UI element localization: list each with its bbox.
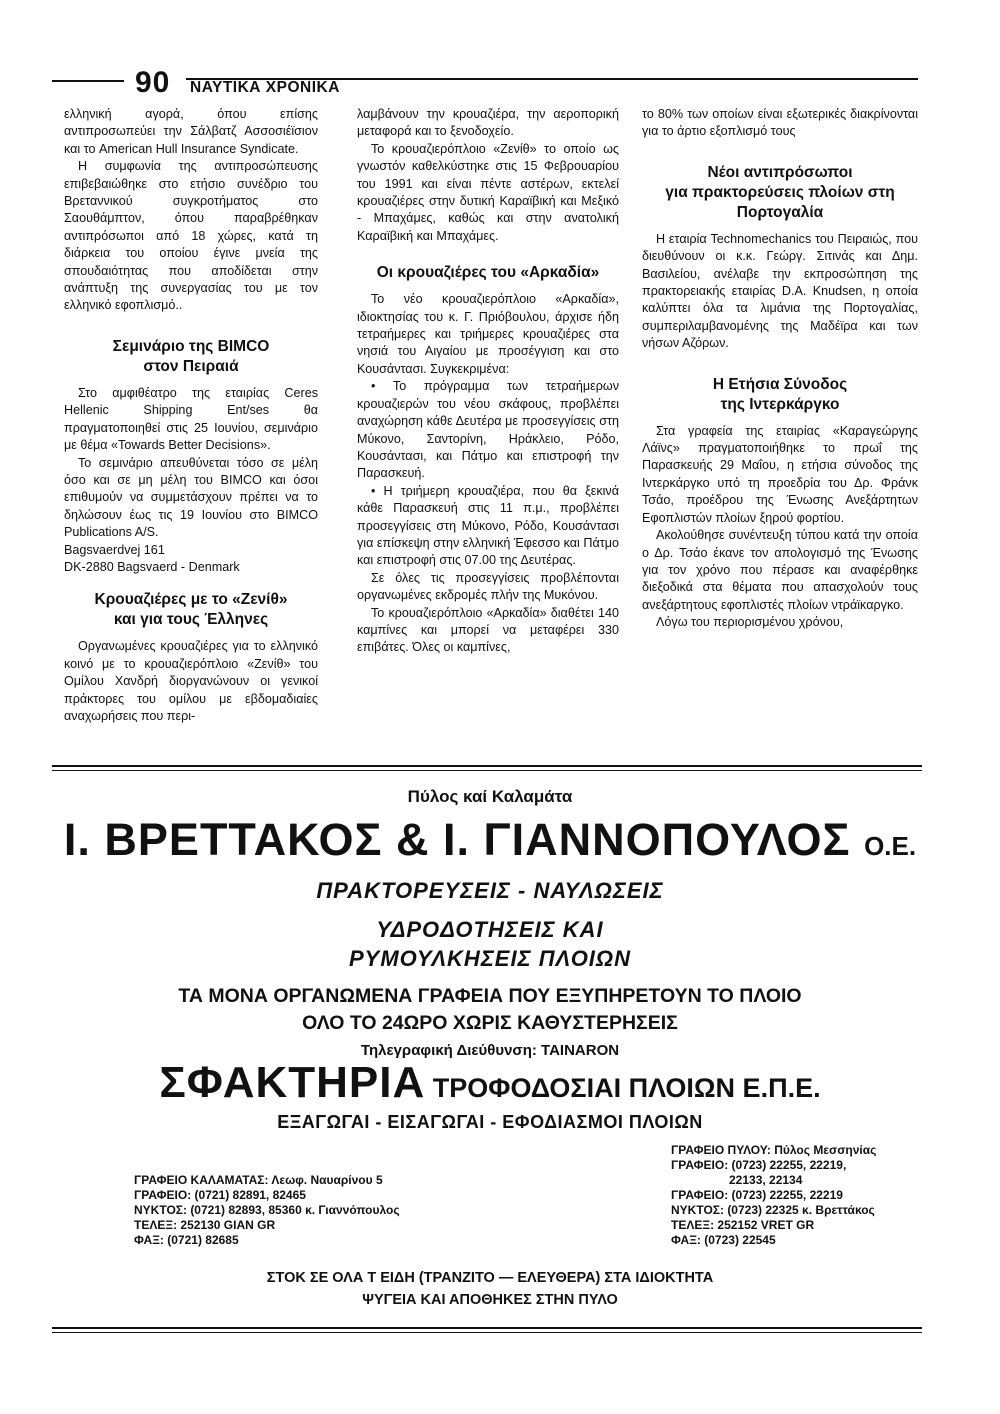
headline-line: της Ιντερκάργκο [720, 395, 840, 413]
headline-portugal-agents [642, 163, 918, 223]
office-line: ΝΥΚΤΟΣ: (0721) 82893, 85360 κ. Γιαννόπουλος [134, 1203, 400, 1217]
headline-line: Πορτογαλία [736, 203, 824, 221]
page-number: 90 [135, 66, 171, 99]
office-line: ΓΡΑΦΕΙΟ ΚΑΛΑΜΑΤΑΣ: Λεωφ. Ναυαρίνου 5 [134, 1173, 383, 1187]
ad-location: Πύλος καί Καλαμάτα [407, 787, 573, 806]
col3-paragraph: Ακολούθησε συνέντευξη τύπου κατά την οποία ο Δρ. Τσάο έκανε τον απολογισμό της Ένωσης για τον χρόνο που πέρασε και αναφέρθηκε διεξοδικά στα θέματα που απασχολούν τους ανεξάρτητους εφοπλιστές πλοίων ντράϊκαργκο. [642, 528, 918, 612]
headline-line: Η Ετήσια Σύνοδος [712, 375, 848, 393]
headline-arkadia-cruises [357, 263, 619, 283]
col3-paragraph: Στα γραφεία της εταιρίας «Καραγεώργης Λάϊνς» πραγματοποιήθηκε το πρωΐ της Παρασκευής 29 Μαΐου, η ετήσια σύνοδος της Ιντερκάργκο υπό τη προεδρία του Δρ. Φράνκ Τσάο, προέδρου της Ένωσης Ανεξάρτητων Εφοπλιστών πλοίων ξηρού φορτίου. [642, 423, 918, 525]
ad-services: ΠΡΑΚΤΟΡΕΥΣΕΙΣ - ΝΑΥΛΩΣΕΙΣ [316, 878, 664, 903]
ad-stock-note: ΣΤΟΚ ΣΕ ΟΛΑ Τ ΕΙΔΗ (ΤΡΑΝΖΙΤΟ — ΕΛΕΥΘΕΡΑ) ΣΤΑ ΙΔΙΟΚΤΗΤΑ [266, 1270, 714, 1286]
address-line: DK-2880 Bagsvaerd - Denmark [64, 559, 240, 574]
col2-paragraph: Σε όλες τις προσεγγίσεις προβλέπονται οργανωμένες εκδρομές πλήν της Μυκόνου. [357, 570, 619, 603]
ad-firm-suffix: Ο.Ε. [864, 831, 917, 861]
col1-paragraph: Στο αμφιθέατρο της εταιρίας Ceres Hellenic Shipping Ent/ses θα πραγματοποιηθεί στις 25 Ιουνίου, σεμινάριο με θέμα «Towards Better Decisions». [64, 385, 318, 453]
office-line: 22133, 22134 [729, 1173, 803, 1187]
col2-paragraph: λαμβάνουν την κρουαζιέρα, την αεροπορική μεταφορά και το ξενοδοχείο. [357, 107, 619, 139]
col2-paragraph: • Το πρόγραμμα των τετραήμερων κρουαζιερών του νέου σκάφους, προβλέπει αναχώρηση κάθε Δευτέρα με προσεγγίσεις στη Μύκονο, Σαντορίνη, Ηράκλειο, Ρόδο, Κουσάντασι, και Πάτμο και επιστροφή την Παρασκευή. [357, 379, 619, 481]
col1-paragraph: ελληνική αγορά, όπου επίσης αντιπροσωπεύει την Σάλβατζ Ασσοσιέϊσιον και το American Hull Insurance Syndicate. [64, 107, 318, 156]
ad-stock-note: ΨΥΓΕΙΑ ΚΑΙ ΑΠΟΘΗΚΕΣ ΣΤΗΝ ΠΥΛΟ [362, 1292, 618, 1308]
headline-line: και για τους Έλληνες [113, 611, 269, 629]
col3-paragraph: το 80% των οποίων είναι εξωτερικές διακρίνονται για το άρτιο εξοπλισμό τους [642, 107, 918, 139]
headline-line: Κρουαζιέρες με το «Ζενίθ» [94, 591, 288, 609]
office-line: ΓΡΑΦΕΙΟ: (0723) 22255, 22219, [671, 1158, 847, 1172]
magazine-title: ΝΑΥΤΙΚΑ ΧΡΟΝΙΚΑ [190, 79, 340, 96]
ad-bottom-rule-2 [52, 1332, 922, 1333]
ad-exports: ΕΞΑΓΩΓΑΙ - ΕΙΣΑΓΩΓΑΙ - ΕΦΟΔΙΑΣΜΟΙ ΠΛΟΙΩΝ [277, 1112, 703, 1132]
headline-zenith-cruises [64, 590, 318, 630]
headline-line: Οι κρουαζιέρες του «Αρκαδία» [376, 264, 600, 282]
header-rule-left [52, 80, 124, 82]
column-1 [64, 106, 318, 725]
col2-paragraph: Το κρουαζιερόπλοιο «Ζενίθ» το οποίο ως γνωστόν καθελκύστηκε στις 15 Φεβρουαρίου του 1991 και είναι πέντε αστέρων, εκτελεί κρουαζιέρες στην δυτική Καραϊβική και Μεξικό - Μπαχάμες, καθώς και στην ανατολική Καραϊβική και Μπαχάμες. [357, 141, 619, 243]
ad-company-2-desc: ΤΡΟΦΟΔΟΣΙΑΙ ΠΛΟΙΩΝ Ε.Π.Ε. [432, 1073, 821, 1103]
col3-paragraph: Η εταιρία Technomechanics του Πειραιώς, που διευθύνουν οι κ.κ. Γεώργ. Σιτινάς και Δημ. Βασιλείου, ανέλαβε την εκπροσώπηση της πρακτορειακής εταιρίας D.A. Knudsen, η οποία καλύπτει όλα τα λιμάνια της Πορτογαλίας, συμπεριλαμβανομένης της Μαδέϊρα και των νήσων Αζόρων. [642, 231, 918, 351]
ad-telegraph-value: TAINARON [541, 1042, 620, 1059]
office-line: ΦΑΞ: (0723) 22545 [671, 1233, 776, 1247]
address-line: Bagsvaerdvej 161 [64, 542, 165, 557]
headline-bimco-seminar [64, 337, 318, 377]
office-line: ΓΡΑΦΕΙΟ: (0723) 22255, 22219 [671, 1188, 843, 1202]
office-line: ΝΥΚΤΟΣ: (0723) 22325 κ. Βρεττάκος [671, 1203, 875, 1217]
office-line: ΓΡΑΦΕΙΟ: (0721) 82891, 82465 [134, 1188, 306, 1202]
column-2 [357, 106, 619, 657]
ad-bottom-rule [52, 1327, 922, 1329]
ad-slogan: ΟΛΟ ΤΟ 24ΩΡΟ ΧΩΡΙΣ ΚΑΘΥΣΤΕΡΗΣΕΙΣ [302, 1012, 678, 1034]
col2-paragraph: Το νέο κρουαζιερόπλοιο «Αρκαδία», ιδιοκτησίας του κ. Γ. Πριόβουλου, άρχισε ήδη τετραήμερες και τριήμερες κρουαζιέρες στα νησιά του Αιγαίου με προσέγγιση και στο Κουσάντασι. Συγκεκριμένα: [357, 292, 619, 376]
ad-services: ΡΥΜΟΥΛΚΗΣΕΙΣ ΠΛΟΙΩΝ [349, 946, 631, 971]
headline-line: Σεμινάριο της BIMCO [112, 337, 270, 355]
ad-top-rule [52, 765, 922, 767]
col2-paragraph: Το κρουαζιερόπλοιο «Αρκαδία» διαθέτει 140 καμπίνες και μπορεί να μεταφέρει 330 επιβάτες. Όλες οι καμπίνες, [357, 605, 619, 655]
col1-paragraph: Οργανωμένες κρουαζιέρες για το ελληνικό κοινό με το κρουαζιερόπλοιο «Ζενίθ» του Ομίλου Χανδρή διοργανώνουν οι γενικοί πράκτορες του ομίλου με εβδομαδιαίες αναχωρήσεις που περι- [64, 639, 318, 723]
ad-company-2 [50, 1058, 930, 1107]
office-line: ΤΕΛΕΞ: 252130 GIAN GR [134, 1218, 276, 1232]
ad-telegraph-label: Τηλεγραφική Διεύθυνση: [360, 1042, 537, 1059]
ad-slogan: ΤΑ ΜΟΝΑ ΟΡΓΑΝΩΜΕΝΑ ΓΡΑΦΕΙΑ ΠΟΥ ΕΞΥΠΗΡΕΤΟΥΝ ΤΟ ΠΛΟΙΟ [178, 985, 802, 1007]
headline-line: για πρακτορεύσεις πλοίων στη [665, 183, 895, 201]
headline-line: στον Πειραιά [143, 357, 239, 375]
ad-firm-name [50, 814, 930, 872]
office-pylos [671, 1143, 876, 1248]
ad-company-2-name: ΣΦΑΚΤΗΡΙΑ [159, 1058, 426, 1107]
ad-telegraph [50, 1042, 930, 1059]
office-kalamata [134, 1173, 400, 1248]
ad-services: ΥΔΡΟΔΟΤΗΣΕΙΣ ΚΑΙ [376, 917, 604, 942]
office-line: ΤΕΛΕΞ: 252152 VRET GR [671, 1218, 815, 1232]
ad-firm-name-text: Ι. ΒΡΕΤΤΑΚΟΣ & Ι. ΓΙΑΝΝΟΠΟΥΛΟΣ [63, 814, 851, 865]
col1-paragraph: Το σεμινάριο απευθύνεται τόσο σε μέλη όσο και σε μη μέλη του BIMCO και όσοι επιθυμούν να συμμετάσχουν πρέπει να το δηλώσουν έως τις 19 Ιουνίου στο BIMCO Publications A/S. [64, 455, 318, 540]
office-line: ΓΡΑΦΕΙΟ ΠΥΛΟΥ: Πύλος Μεσσηνίας [671, 1143, 877, 1157]
office-line: ΦΑΞ: (0721) 82685 [134, 1233, 239, 1247]
headline-line: Νέοι αντιπρόσωποι [707, 163, 853, 181]
col2-paragraph: • Η τριήμερη κρουαζιέρα, που θα ξεκινά κάθε Παρασκευή στις 11 π.μ., προβλέπει προσεγγίσεις στη Μύκονο, Ρόδο, Κουσάντασι για επίσκεψη στην ελληνική Έφεσσο και Πάτμο και επιστροφή στις 07.00 της Δευτέρας. [357, 483, 619, 568]
headline-intercargo-meeting [642, 375, 918, 415]
ad-top-rule-2 [52, 770, 922, 771]
col3-paragraph: Λόγω του περιορισμένου χρόνου, [656, 615, 844, 630]
col1-paragraph: Η συμφωνία της αντιπροσώπευσης επιβεβαιώθηκε στο ετήσιο συνέδριο του Βρεταννικού συγκροτήματος στο Σαουθάμπτον, όπου παραβρέθηκαν αντιπρόσωποι από 18 χώρες, κατά τη διάρκεια του οποίου έγινε μνεία της σπουδαιότητας που αποδίδεται στην ανάπτυξη της συνεργασίας του με τον ελληνικό εφοπλισμό.. [64, 159, 318, 313]
column-3 [642, 106, 918, 632]
